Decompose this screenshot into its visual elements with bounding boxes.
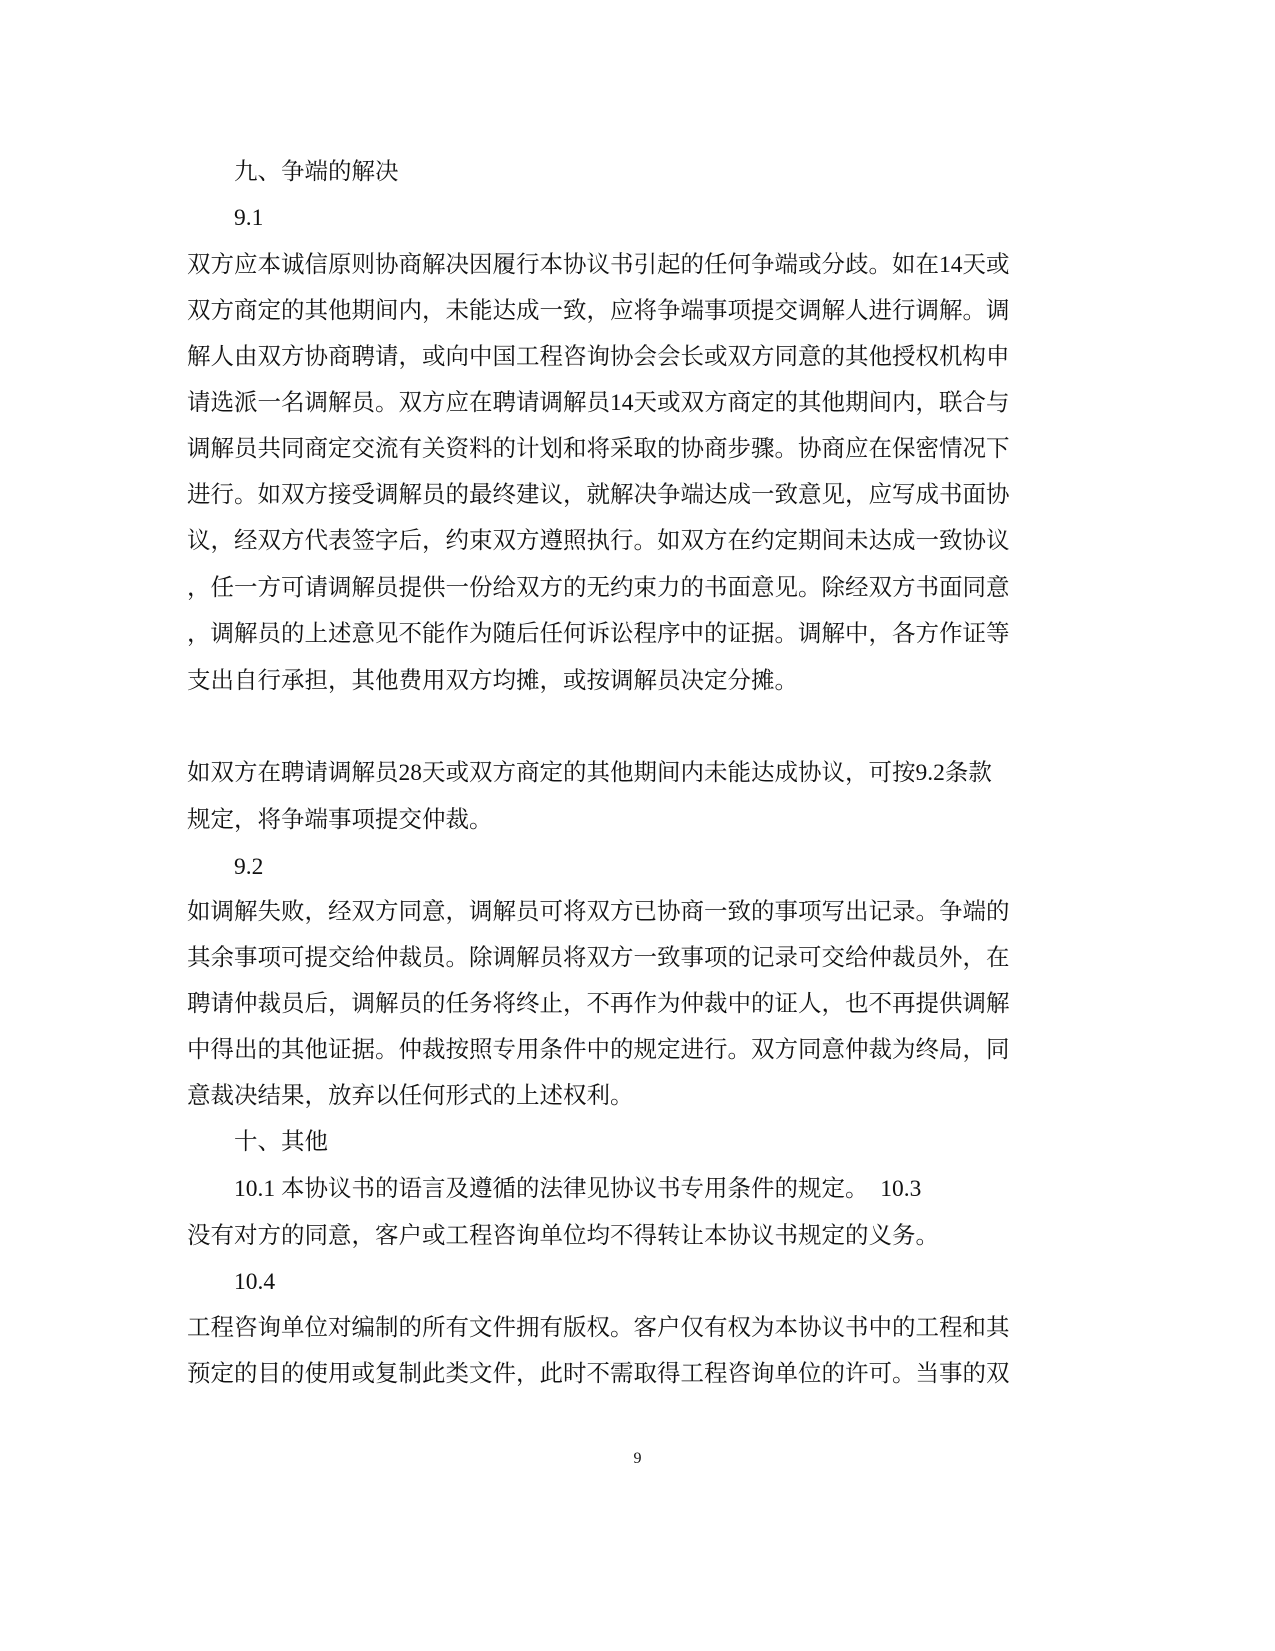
- text-line: 意裁决结果，放弃以任何形式的上述权利。: [187, 1083, 634, 1109]
- text-line: 进行。如双方接受调解员的最终建议，就解决争端达成一致意见，应写成书面协: [187, 482, 1010, 508]
- text-line: ，调解员的上述意见不能作为随后任何诉讼程序中的证据。调解中，各方作证等: [187, 621, 1010, 647]
- text-line: 议，经双方代表签字后，约束双方遵照执行。如双方在约定期间未达成一致协议: [187, 528, 1010, 554]
- text-line: 双方商定的其他期间内，未能达成一致，应将争端事项提交调解人进行调解。调: [187, 298, 1010, 324]
- page-number: 9: [633, 1450, 642, 1467]
- text-line: 如双方在聘请调解员28天或双方商定的其他期间内未能达成协议，可按9.2条款: [187, 760, 992, 786]
- section-heading-9: 九、争端的解决: [234, 159, 399, 185]
- clause-number-10-4: 10.4: [234, 1269, 276, 1295]
- text-line: 如调解失败，经双方同意，调解员可将双方已协商一致的事项写出记录。争端的: [187, 899, 1010, 925]
- text-line: 支出自行承担，其他费用双方均摊，或按调解员决定分摊。: [187, 668, 798, 694]
- text-line: ，任一方可请调解员提供一份给双方的无约束力的书面意见。除经双方书面同意: [187, 575, 1010, 601]
- text-line: 聘请仲裁员后，调解员的任务将终止，不再作为仲裁中的证人，也不再提供调解: [187, 991, 1010, 1017]
- text-line: 规定，将争端事项提交仲裁。: [187, 807, 493, 833]
- clause-10-3-text: 没有对方的同意，客户或工程咨询单位均不得转让本协议书规定的义务。: [187, 1223, 939, 1249]
- text-line: 解人由双方协商聘请，或向中国工程咨询协会会长或双方同意的其他授权机构申: [187, 344, 1010, 370]
- clause-number-9-2: 9.2: [234, 854, 264, 880]
- text-line: 调解员共同商定交流有关资料的计划和将采取的协商步骤。协商应在保密情况下: [187, 436, 1010, 462]
- clause-10-1: 10.1 本协议书的语言及遵循的法律见协议书专用条件的规定。 10.3: [234, 1176, 922, 1202]
- text-line: 预定的目的使用或复制此类文件，此时不需取得工程咨询单位的许可。当事的双: [187, 1361, 1010, 1387]
- text-line: 工程咨询单位对编制的所有文件拥有版权。客户仅有权为本协议书中的工程和其: [187, 1315, 1010, 1341]
- text-line: 其余事项可提交给仲裁员。除调解员将双方一致事项的记录可交给仲裁员外，在: [187, 945, 1010, 971]
- clause-number-9-1: 9.1: [234, 205, 264, 231]
- text-line: 请选派一名调解员。双方应在聘请调解员14天或双方商定的其他期间内，联合与: [187, 390, 1010, 416]
- text-line: 中得出的其他证据。仲裁按照专用条件中的规定进行。双方同意仲裁为终局，同: [187, 1037, 1010, 1063]
- text-line: 双方应本诚信原则协商解决因履行本协议书引起的任何争端或分歧。如在14天或: [187, 252, 1010, 278]
- section-heading-10: 十、其他: [234, 1129, 328, 1155]
